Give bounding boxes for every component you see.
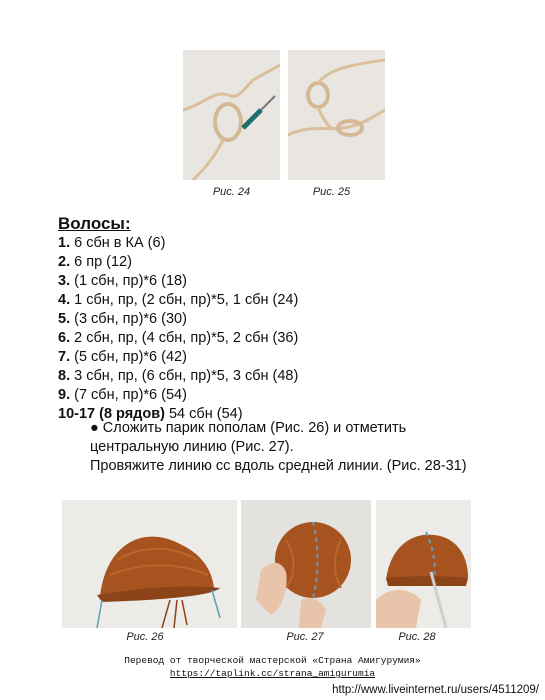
row-text: 6 сбн в КА (6): [70, 235, 166, 251]
hair-cap-top-image: [241, 500, 371, 628]
yarn-chain-image: [183, 50, 280, 180]
note-line-2: Провяжите линию сс вдоль средней линии. (Рис. 28-31): [90, 458, 467, 474]
pattern-row: [58, 291, 298, 310]
caption-fig-28: Рис. 28: [398, 631, 436, 643]
yarn-chain-image: [288, 50, 385, 180]
row-number: 7.: [58, 349, 71, 365]
row-text: 6 пр (12): [70, 254, 132, 270]
pattern-row: [58, 367, 298, 386]
row-text: 3 сбн, пр, (6 сбн, пр)*5, 3 сбн (48): [70, 368, 299, 384]
row-number: 10-17 (8 рядов): [58, 406, 165, 422]
instruction-note: [90, 419, 490, 476]
row-text: (5 сбн, пр)*6 (42): [70, 349, 187, 365]
pattern-row: [58, 234, 298, 253]
row-number: 5.: [58, 311, 71, 327]
row-number: 2.: [58, 254, 71, 270]
caption-fig-27: Рис. 27: [286, 631, 324, 643]
row-number: 8.: [58, 368, 71, 384]
pattern-row: [58, 310, 298, 329]
pattern-row: [58, 272, 298, 291]
row-text: (3 сбн, пр)*6 (30): [70, 311, 187, 327]
photo-fig-27: [241, 500, 371, 628]
pattern-row: [58, 348, 298, 367]
photo-fig-24: [183, 50, 280, 180]
hair-cap-stitching-image: [376, 500, 471, 628]
row-text: 1 сбн, пр, (2 сбн, пр)*5, 1 сбн (24): [70, 292, 299, 308]
photo-fig-28: [376, 500, 471, 628]
row-number: 9.: [58, 387, 71, 403]
caption-fig-25: Рис. 25: [312, 186, 351, 198]
row-text: 2 сбн, пр, (4 сбн, пр)*5, 2 сбн (36): [70, 330, 299, 346]
row-number: 1.: [58, 235, 71, 251]
caption-fig-26: Рис. 26: [126, 631, 164, 643]
pattern-row: [58, 253, 298, 272]
photo-fig-25: [288, 50, 385, 180]
footer-credit: Перевод от творческой мастерской «Страна Амигурумия»: [124, 655, 421, 666]
pattern-row: [58, 386, 298, 405]
note-line-1: ● Сложить парик пополам (Рис. 26) и отметить центральную линию (Рис. 27).: [90, 420, 407, 455]
section-title: Волосы:: [58, 214, 131, 233]
footer-link[interactable]: https://taplink.cc/strana_amigurumia: [169, 668, 376, 679]
row-number: 6.: [58, 330, 71, 346]
pattern-row: [58, 329, 298, 348]
row-text: (7 сбн, пр)*6 (54): [70, 387, 187, 403]
pattern-rows: [58, 234, 298, 424]
row-number: 4.: [58, 292, 71, 308]
caption-fig-24: Рис. 24: [212, 186, 251, 198]
row-text: (1 сбн, пр)*6 (18): [70, 273, 187, 289]
hair-cap-side-image: [62, 500, 237, 628]
row-number: 3.: [58, 273, 71, 289]
photo-fig-26: [62, 500, 237, 628]
row-text: 54 сбн (54): [164, 406, 243, 422]
watermark-url: http://www.liveinternet.ru/users/4511209/: [332, 684, 539, 696]
